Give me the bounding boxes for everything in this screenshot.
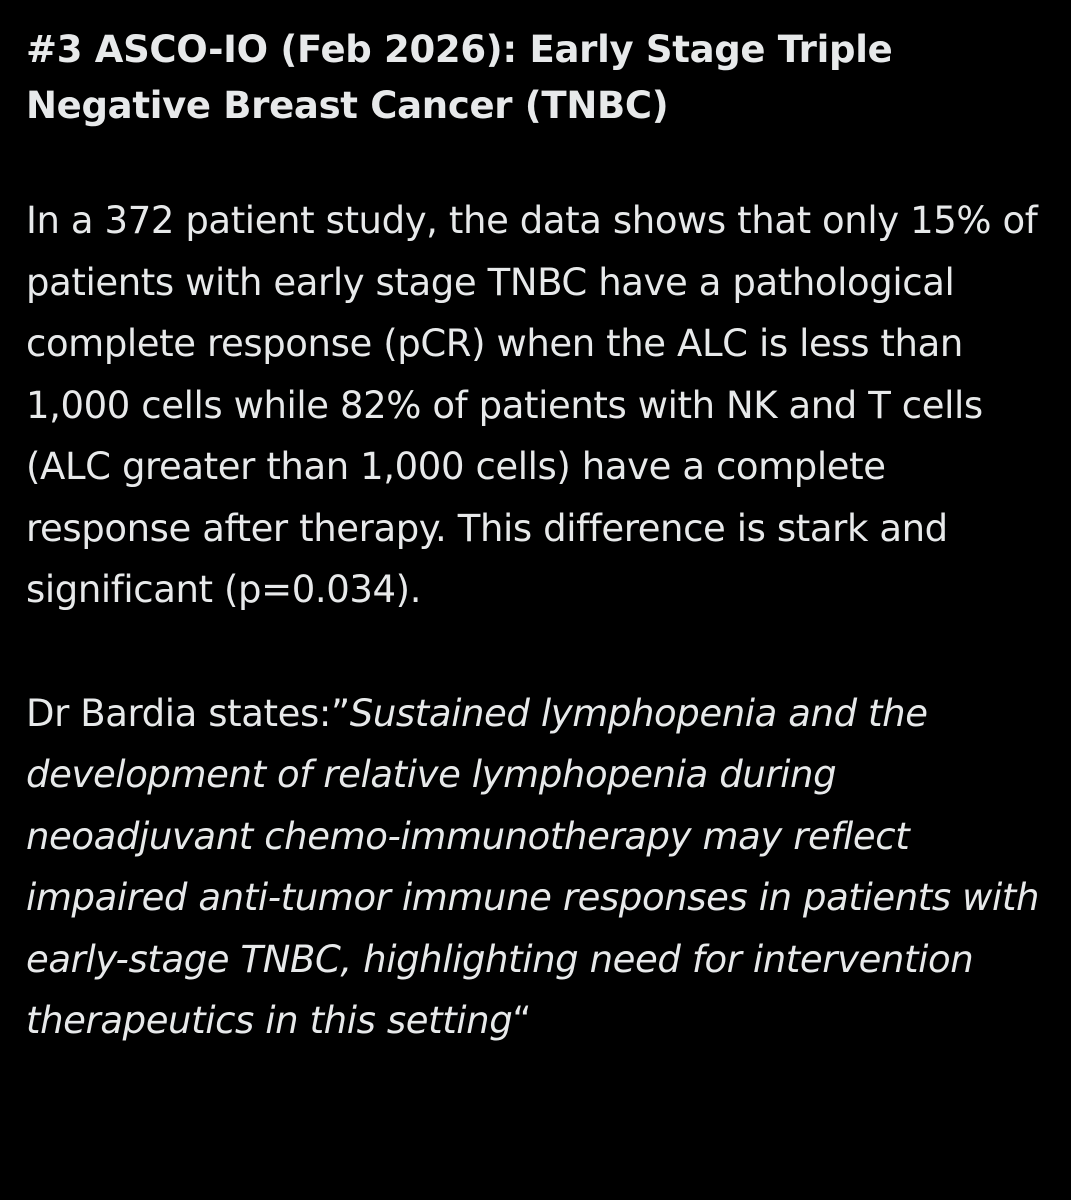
post-title: #3 ASCO-IO (Feb 2026): Early Stage Triple Negative Breast Cancer (TNBC) [26,28,893,127]
quote-text: Sustained lymphopenia and the development of relative lymphopenia during neoadjuvant chemo-immunotherapy may reflect impaired anti-tumor immune responses in patients with early-stage TNBC, highlighting need for intervention therapeutics in this setting [26,691,1040,1042]
quote-lead: Dr Bardia states:” [26,691,350,735]
quote-paragraph [26,683,1056,1052]
post-body [26,22,1056,1052]
study-paragraph: In a 372 patient study, the data shows that only 15% of patients with early stage TNBC have a pathological complete response (pCR) when the ALC is less than 1,000 cells while 82% of patients with NK and T cells (ALC greater than 1,000 cells) have a complete response after therapy. This difference is stark and significant (p=0.034). [26,199,1038,611]
quote-close: “ [512,999,532,1042]
